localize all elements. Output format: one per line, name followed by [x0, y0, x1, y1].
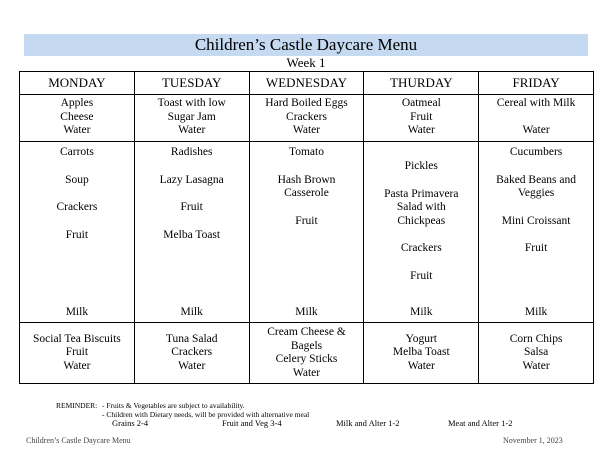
snack-cell: [249, 323, 364, 384]
lunch-cell: [479, 142, 594, 323]
menu-item: Mini Croissant: [501, 214, 571, 227]
menu-item: Water: [522, 124, 550, 136]
menu-item: Crackers: [286, 110, 327, 123]
serving-meat: Meat and Alter 1-2: [448, 418, 513, 428]
lunch-cell: [134, 142, 249, 323]
menu-item: Water: [63, 359, 91, 372]
menu-item: Salsa: [523, 346, 549, 359]
menu-item: Pasta Primavera Salad with Chickpeas: [384, 187, 459, 227]
serving-fruit-veg: Fruit and Veg 3-4: [222, 418, 282, 428]
menu-item: Soup: [65, 173, 89, 186]
week-label: Week 1: [286, 55, 326, 70]
menu-item: Fruit: [524, 242, 548, 254]
footer-date: November 1, 2023: [503, 436, 563, 445]
menu-item: Toast with low: [157, 97, 226, 109]
menu-item: Cream Cheese &: [267, 326, 346, 338]
menu-item: Cheese: [60, 110, 94, 123]
breakfast-cell: [364, 95, 479, 142]
snack-cell: [364, 323, 479, 384]
lunch-cell: [249, 142, 364, 323]
lunch-cell: [20, 142, 135, 323]
menu-item: Bagels: [290, 339, 323, 352]
day-header: WEDNESDAY: [249, 72, 364, 95]
menu-item: Melba Toast: [392, 346, 450, 359]
menu-item-milk: Milk: [524, 306, 548, 318]
lunch-row: [20, 142, 594, 323]
menu-item: Crackers: [171, 346, 213, 359]
menu-item: Oatmeal: [401, 97, 441, 109]
menu-item: Melba Toast: [163, 228, 221, 241]
snack-cell: [479, 323, 594, 384]
serving-milk: Milk and Alter 1-2: [336, 418, 400, 428]
menu-item: Water: [407, 359, 435, 372]
menu-item-milk: Milk: [410, 306, 433, 318]
day-header: MONDAY: [20, 72, 135, 95]
day-header: TUESDAY: [134, 72, 249, 95]
menu-item: Water: [407, 124, 435, 136]
menu-item: Cereal with Milk: [496, 97, 576, 109]
breakfast-cell: [479, 95, 594, 142]
menu-item: Water: [63, 124, 91, 136]
breakfast-row: [20, 95, 594, 142]
menu-item: Hash Brown Casserole: [277, 173, 336, 199]
menu-item: Fruit: [410, 110, 433, 123]
breakfast-cell: [20, 95, 135, 142]
reminder-line: - Children with Dietary needs, will be provided with alternative meal: [102, 410, 310, 419]
menu-item: Hard Boiled Eggs: [265, 97, 348, 109]
serving-grains: Grains 2-4: [112, 418, 149, 428]
breakfast-cell: [249, 95, 364, 142]
menu-item-milk: Milk: [180, 306, 203, 318]
day-header-row: [20, 72, 594, 95]
snack-cell: [134, 323, 249, 384]
menu-item: Fruit: [180, 201, 203, 213]
snack-cell: [20, 323, 135, 384]
menu-item: Fruit: [410, 269, 433, 282]
menu-item: Fruit: [295, 214, 318, 227]
menu-item: Crackers: [56, 201, 98, 213]
menu-item: Tomato: [289, 146, 324, 158]
lunch-cell: [364, 142, 479, 323]
menu-item: Sugar Jam: [167, 110, 216, 123]
menu-item: Tuna Salad: [165, 332, 218, 345]
menu-item: Fruit: [65, 228, 89, 241]
day-header: THURDAY: [364, 72, 479, 95]
menu-item: Water: [178, 359, 206, 372]
menu-item: Yogurt: [405, 332, 437, 345]
snack-row: [20, 323, 594, 384]
menu-item: Social Tea Biscuits: [33, 332, 121, 345]
menu-item: Water: [292, 124, 321, 136]
menu-item: Pickles: [404, 160, 438, 172]
menu-item: Apples: [60, 97, 94, 109]
menu-item: Water: [178, 124, 206, 136]
menu-table: [19, 71, 594, 384]
menu-item: Celery Sticks: [275, 353, 338, 365]
menu-item: Fruit: [65, 346, 89, 359]
menu-title: Children’s Castle Daycare Menu: [24, 34, 588, 56]
breakfast-cell: [134, 95, 249, 142]
menu-item-milk: Milk: [65, 306, 89, 318]
menu-item: [482, 111, 590, 125]
menu-item: Radishes: [170, 146, 213, 158]
menu-item: Baked Beans and Veggies: [496, 173, 577, 199]
menu-item: Cucumbers: [509, 146, 563, 158]
menu-item-milk: Milk: [295, 306, 318, 318]
reminder-label: REMINDER:: [56, 401, 98, 410]
menu-item: Corn Chips: [509, 332, 563, 345]
menu-item: Water: [522, 359, 550, 372]
menu-item: Water: [292, 366, 321, 379]
reminder-note: [56, 401, 309, 419]
menu-item: Crackers: [400, 242, 442, 254]
menu-item: Lazy Lasagna: [159, 173, 224, 186]
reminder-line: - Fruits & Vegetables are subject to availability.: [102, 401, 245, 410]
footer-left: Children’s Castle Daycare Menu: [26, 436, 131, 445]
day-header: FRIDAY: [479, 72, 594, 95]
menu-item: Carrots: [59, 146, 94, 158]
